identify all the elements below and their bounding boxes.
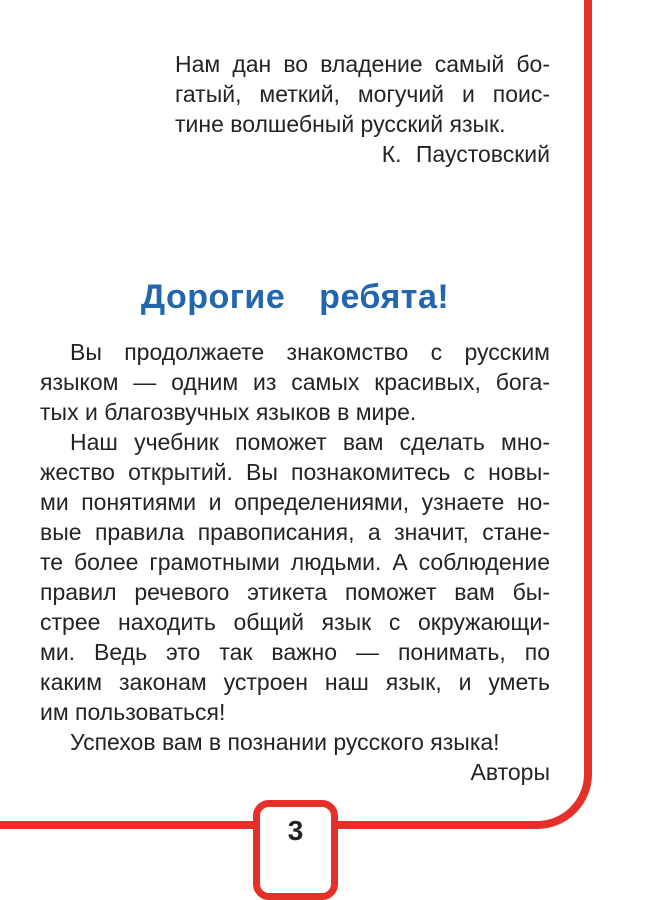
text-line: тых и благозвучных языков в мире.	[40, 399, 417, 425]
text-line: Наш учебник поможет вам сделать мно-	[70, 429, 550, 455]
body-text	[40, 337, 550, 787]
text-line: вые правила правописания, а значит, стане-	[40, 519, 550, 545]
page-title: Дорогие ребята!	[140, 278, 450, 316]
epigraph-attribution: К. Паустовский	[381, 141, 550, 167]
text-line: ми понятиями и определениями, узнаете но-	[40, 489, 550, 515]
text-line: языком — одним из самых красивых, бога-	[40, 369, 550, 395]
text-line: Успехов вам в познании русского языка!	[70, 729, 500, 755]
text-line: ми. Ведь это так важно — понимать, по	[40, 639, 550, 665]
text-line: стрее находить общий язык с окружающи-	[40, 609, 550, 635]
text-line: те более грамотными людьми. А соблюдение	[40, 549, 550, 575]
epigraph-line: Нам дан во владение самый бо-	[175, 51, 550, 77]
epigraph-line: тине волшебный русский язык.	[175, 111, 506, 137]
text-line: правил речевого этикета поможет вам бы-	[40, 579, 550, 605]
page-number: 3	[287, 815, 304, 846]
text-line: им пользоваться!	[40, 699, 226, 725]
epigraph	[175, 49, 550, 169]
epigraph-line: гатый, меткий, могучий и поис-	[175, 81, 550, 107]
text-line: Вы продолжаете знакомство с русским	[70, 339, 550, 365]
text-line: каким законам устроен наш язык, и уметь	[40, 669, 550, 695]
page-number-box	[253, 800, 338, 900]
authors-signature: Авторы	[470, 759, 550, 785]
text-line: жество открытий. Вы познакомитесь с новы-	[40, 459, 550, 485]
